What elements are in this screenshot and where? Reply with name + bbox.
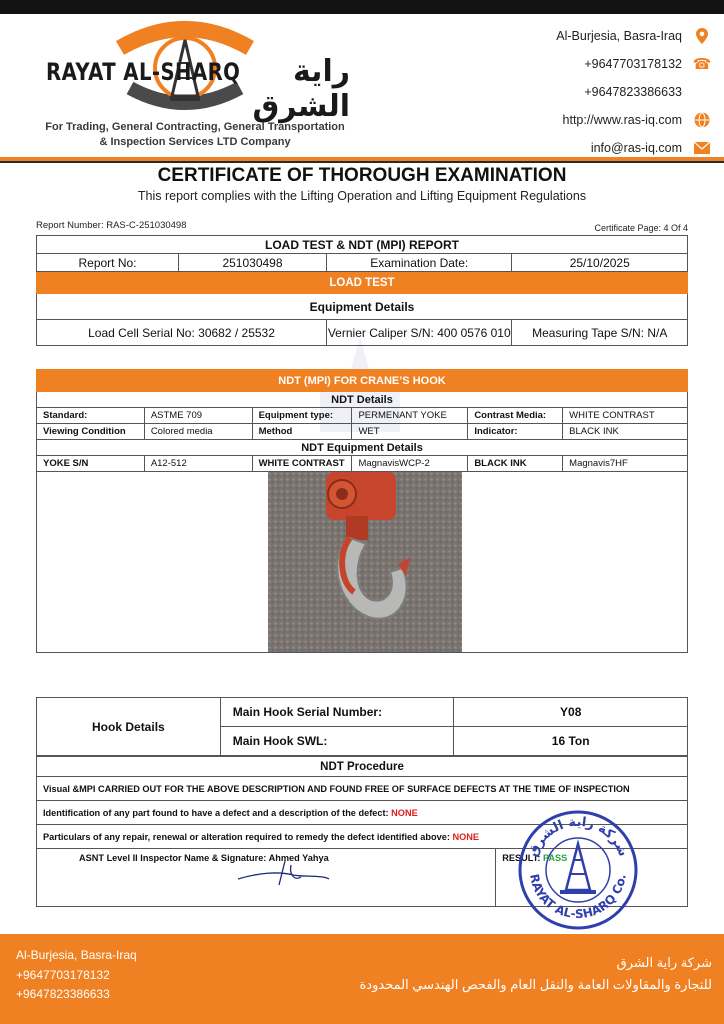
indicator-value: BLACK INK [563, 424, 688, 440]
contact-website[interactable]: http://www.ras-iq.com [556, 106, 712, 134]
footer-contact [16, 946, 137, 1005]
certificate-page: Certificate Page: 4 Of 4 [594, 223, 688, 233]
viewing-condition-value: Colored media [144, 424, 252, 440]
hook-swl-value: 16 Ton [454, 727, 688, 756]
company-logo [40, 18, 350, 158]
report-number: Report Number: RAS-C-251030498 [36, 220, 187, 231]
white-contrast-label: WHITE CONTRAST [252, 456, 352, 472]
footer-phone-1: +9647703178132 [16, 967, 110, 982]
logo-english-text: RAYAT AL-SHARQ [46, 58, 241, 86]
hook-details-table [36, 697, 688, 756]
result-value: PASS [542, 853, 568, 863]
phone-icon: ☎ [692, 56, 712, 73]
white-contrast-value: MagnavisWCP-2 [352, 456, 468, 472]
measuring-tape-serial: Measuring Tape S/N: N/A [512, 320, 688, 346]
certificate-title: CERTIFICATE OF THOROUGH EXAMINATION [157, 165, 567, 186]
hook-serial-value: Y08 [454, 698, 688, 727]
contrast-media-value: WHITE CONTRAST [563, 408, 688, 424]
report-no-value: 251030498 [179, 254, 327, 272]
logo-arabic-text: راية الشرق [252, 55, 350, 123]
black-ink-value: Magnavis7HF [563, 456, 688, 472]
ndt-section-header: NDT (MPI) FOR CRANE’S HOOK [37, 370, 688, 392]
indicator-label: Indicator: [468, 424, 563, 440]
standard-value: ASTME 709 [144, 408, 252, 424]
hook-serial-label: Main Hook Serial Number: [220, 698, 454, 727]
defect-value: NONE [391, 807, 418, 818]
contact-email[interactable]: info@ras-iq.com [556, 134, 712, 162]
inspector-cell: ASNT Level II Inspector Name & Signature: Ahmed Yahya [37, 849, 496, 907]
equipment-type-value: PERMENANT YOKE [352, 408, 468, 424]
vernier-caliper-serial: Vernier Caliper S/N: 400 0576 010 [327, 320, 512, 346]
procedure-line-2: Identification of any part found to have a defect and a description of the defect: NONE [37, 801, 688, 825]
ndt-details-label: NDT Details [37, 392, 688, 408]
procedure-line-3: Particulars of any repair, renewal or alteration required to remedy the defect identified above: NONE [37, 825, 688, 849]
logo-subtitle: For Trading, General Contracting, General Transportation & Inspection Services LTD Company [45, 121, 345, 148]
svg-text:شركة راية الشرق [525, 815, 630, 859]
header-dark-divider [0, 161, 724, 163]
globe-icon [692, 110, 712, 130]
footer-company-arabic: شركة راية الشرق للتجارة والمقاولات العامة والنقل العام والفحص الهندسي المحدودة [359, 955, 712, 992]
black-ink-label: BLACK INK [468, 456, 563, 472]
repair-value: NONE [452, 831, 480, 842]
footer-address: Al-Burjesia, Basra-Iraq [16, 948, 137, 962]
location-pin-icon [692, 26, 712, 46]
report-no-label: Report No: [37, 254, 179, 272]
contact-phone-2[interactable]: +9647823386633 [584, 85, 682, 99]
result-cell: RESULT: PASS [496, 849, 688, 907]
method-value: WET [352, 424, 468, 440]
hook-swl-label: Main Hook SWL: [220, 727, 454, 756]
method-label: Method [252, 424, 352, 440]
stamp-text-arabic: شركة راية الشرق [525, 814, 631, 859]
envelope-icon [692, 138, 712, 158]
ndt-equipment-details-label: NDT Equipment Details [37, 440, 688, 456]
equipment-type-label: Equipment type: [252, 408, 352, 424]
load-cell-serial: Load Cell Serial No: 30682 / 25532 [37, 320, 327, 346]
hook-details-label: Hook Details [37, 698, 221, 756]
load-test-table [36, 235, 688, 346]
exam-date-label: Examination Date: [327, 254, 512, 272]
standard-label: Standard: [37, 408, 145, 424]
yoke-sn-value: A12-512 [144, 456, 252, 472]
contact-block [556, 22, 712, 162]
hook-photo-cell [37, 472, 688, 653]
inspector-signature [233, 857, 333, 887]
procedure-line-1: Visual &MPI CARRIED OUT FOR THE ABOVE DESCRIPTION AND FOUND FREE OF SURFACE DEFECTS AT THE TIME OF INSPECTION [37, 777, 688, 801]
yoke-sn-label: YOKE S/N [37, 456, 145, 472]
inspector-name: Ahmed Yahya [268, 853, 329, 863]
certificate-subtitle: This report complies with the Lifting Operation and Lifting Equipment Regulations [137, 189, 587, 203]
exam-date-value: 25/10/2025 [512, 254, 688, 272]
footer [0, 934, 724, 1024]
ndt-table [36, 369, 688, 653]
load-test-section-header: LOAD TEST [37, 272, 688, 294]
top-dark-bar [0, 0, 724, 14]
equipment-details-label: Equipment Details [37, 294, 688, 320]
report-heading: LOAD TEST & NDT (MPI) REPORT [37, 236, 688, 254]
contact-address: Al-Burjesia, Basra-Iraq [556, 22, 712, 50]
ndt-procedure-heading: NDT Procedure [37, 757, 688, 777]
company-stamp [516, 808, 640, 932]
contact-phone-1[interactable]: +9647703178132 ☎ [584, 56, 712, 73]
stamp-derrick-icon [560, 844, 596, 894]
footer-phone-2: +9647823386633 [16, 987, 110, 1001]
viewing-condition-label: Viewing Condition [37, 424, 145, 440]
contrast-media-label: Contrast Media: [468, 408, 563, 424]
crane-hook-photo [268, 472, 462, 652]
stamp-text-english: RAYAT AL-SHARQ Co. [527, 872, 629, 922]
